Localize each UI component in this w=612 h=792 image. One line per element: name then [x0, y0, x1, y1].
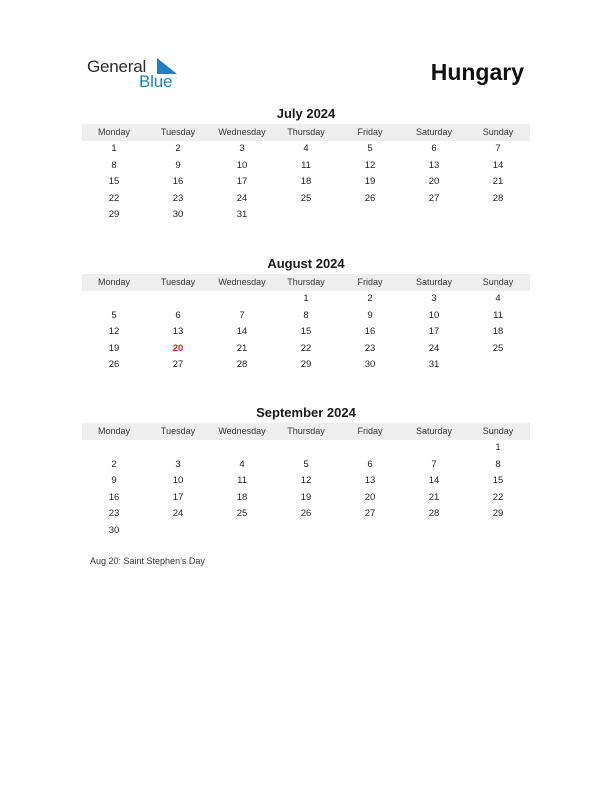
day-cell: 11 — [301, 159, 311, 171]
day-cell — [466, 207, 530, 224]
day-cell — [210, 440, 274, 457]
day-cell — [274, 440, 338, 457]
day-cell — [146, 291, 210, 308]
day-cell: 2 — [367, 293, 373, 304]
day-cell: 4 — [495, 293, 501, 304]
day-cell: 7 — [495, 143, 501, 154]
country-title: Hungary — [430, 59, 524, 85]
day-cell — [402, 440, 466, 457]
day-cell: 2 — [175, 143, 181, 154]
day-cell: 28 — [492, 192, 504, 204]
day-cell: 19 — [108, 342, 120, 354]
day-cell: 16 — [172, 176, 184, 188]
weekday-header — [82, 274, 530, 291]
day-cell: 28 — [236, 359, 248, 371]
day-cell: 30 — [108, 524, 120, 536]
day-cell — [338, 207, 402, 224]
day-cell: 19 — [364, 176, 376, 188]
day-cell: 21 — [492, 176, 504, 188]
weekday-label: Tuesday — [160, 277, 196, 287]
week-row — [82, 324, 530, 341]
day-cell: 6 — [431, 143, 437, 154]
day-cell: 25 — [492, 342, 504, 354]
weekday-label: Saturday — [415, 277, 453, 287]
day-cell: 26 — [364, 192, 376, 204]
day-cell — [82, 440, 146, 457]
weekday-label: Friday — [357, 127, 383, 137]
day-cell — [146, 523, 210, 540]
day-cell: 23 — [108, 508, 120, 520]
day-cell: 14 — [428, 475, 440, 487]
day-cell — [402, 207, 466, 224]
day-cell: 29 — [300, 359, 312, 371]
weekday-label: Sunday — [482, 426, 514, 436]
week-row — [82, 291, 530, 308]
day-cell: 13 — [428, 159, 440, 171]
weekday-label: Wednesday — [218, 277, 266, 287]
day-cell — [338, 440, 402, 457]
day-cell: 17 — [428, 326, 440, 338]
holiday-note: Aug 20: Saint Stephen’s Day — [90, 556, 205, 566]
logo-word-general: General — [87, 57, 147, 76]
week-row — [82, 506, 530, 523]
day-cell: 23 — [364, 342, 376, 354]
day-cell: 16 — [364, 326, 376, 338]
day-cell: 11 — [237, 475, 247, 487]
day-cell: 17 — [236, 176, 248, 188]
weekday-label: Thursday — [287, 426, 325, 436]
day-cell: 31 — [428, 359, 440, 371]
weekday-header — [82, 423, 530, 440]
weekday-label: Thursday — [287, 127, 325, 137]
day-cell: 22 — [108, 192, 120, 204]
weekday-label: Thursday — [287, 277, 325, 287]
week-row — [82, 440, 530, 457]
week-row — [82, 141, 530, 158]
day-cell: 14 — [236, 326, 248, 338]
weekday-label: Saturday — [415, 426, 453, 436]
day-cell: 11 — [493, 309, 503, 321]
day-cell: 7 — [239, 309, 245, 321]
day-cell: 3 — [175, 458, 181, 470]
day-cell — [466, 523, 530, 540]
weekday-label: Wednesday — [218, 426, 266, 436]
day-cell: 23 — [172, 192, 184, 204]
day-cell — [210, 291, 274, 308]
day-cell — [466, 357, 530, 374]
day-cell: 27 — [172, 359, 184, 371]
day-cell: 8 — [495, 458, 501, 470]
day-cell: 3 — [239, 143, 245, 154]
day-cell: 22 — [300, 342, 312, 354]
week-row — [82, 308, 530, 325]
week-row — [82, 158, 530, 175]
month-calendar — [82, 106, 530, 224]
day-cell: 21 — [236, 342, 248, 354]
week-row — [82, 473, 530, 490]
logo-word-blue: Blue — [139, 72, 173, 91]
month-calendar — [82, 405, 530, 540]
day-cell: 24 — [236, 192, 248, 204]
day-cell: 15 — [492, 475, 504, 487]
day-cell: 1 — [495, 442, 501, 453]
day-cell: 9 — [175, 159, 181, 171]
week-row — [82, 523, 530, 540]
day-cell: 16 — [108, 491, 120, 503]
day-cell: 8 — [303, 309, 309, 321]
day-cell: 18 — [236, 491, 248, 503]
day-cell: 12 — [300, 475, 312, 487]
month-calendar — [82, 256, 530, 374]
day-cell: 17 — [172, 491, 184, 503]
day-cell: 9 — [367, 309, 373, 321]
day-cell: 12 — [108, 326, 120, 338]
weekday-label: Monday — [97, 426, 131, 436]
weekday-label: Sunday — [482, 277, 514, 287]
week-row — [82, 457, 530, 474]
weekday-label: Tuesday — [160, 127, 196, 137]
day-cell: 21 — [428, 491, 440, 503]
holiday-day-cell: 20 — [172, 342, 184, 354]
week-row — [82, 357, 530, 374]
day-cell — [82, 291, 146, 308]
weekday-label: Wednesday — [218, 127, 266, 137]
day-cell: 20 — [428, 176, 440, 188]
weekday-label: Sunday — [482, 127, 514, 137]
week-row — [82, 207, 530, 224]
day-cell — [274, 207, 338, 224]
day-cell: 30 — [172, 209, 184, 221]
day-cell: 25 — [300, 192, 312, 204]
week-row — [82, 490, 530, 507]
month-title: September 2024 — [256, 405, 356, 420]
day-cell: 22 — [492, 491, 504, 503]
day-cell: 15 — [300, 326, 312, 338]
day-cell — [274, 523, 338, 540]
day-cell: 13 — [364, 475, 376, 487]
day-cell: 24 — [172, 508, 184, 520]
day-cell: 25 — [236, 508, 248, 520]
day-cell: 26 — [300, 508, 312, 520]
day-cell: 30 — [364, 359, 376, 371]
day-cell: 5 — [303, 458, 309, 470]
day-cell: 1 — [303, 293, 309, 304]
day-cell: 24 — [428, 342, 440, 354]
day-cell: 31 — [236, 209, 248, 221]
day-cell: 4 — [303, 143, 309, 154]
day-cell: 9 — [111, 475, 117, 487]
weekday-label: Tuesday — [160, 426, 196, 436]
month-title: July 2024 — [276, 106, 336, 121]
day-cell: 5 — [111, 309, 117, 321]
day-cell: 18 — [300, 176, 312, 188]
day-cell: 18 — [492, 326, 504, 338]
day-cell: 4 — [239, 458, 245, 470]
day-cell: 28 — [428, 508, 440, 520]
weekday-label: Friday — [357, 277, 383, 287]
day-cell: 26 — [108, 359, 120, 371]
week-row — [82, 341, 530, 358]
day-cell: 13 — [172, 326, 184, 338]
day-cell: 8 — [111, 159, 117, 171]
day-cell — [210, 523, 274, 540]
day-cell: 6 — [367, 458, 373, 470]
day-cell: 10 — [172, 475, 184, 487]
day-cell — [146, 440, 210, 457]
week-row — [82, 174, 530, 191]
weekday-label: Monday — [97, 277, 131, 287]
day-cell: 1 — [111, 143, 117, 154]
day-cell: 27 — [364, 508, 376, 520]
weekday-label: Saturday — [415, 127, 453, 137]
day-cell — [338, 523, 402, 540]
week-row — [82, 191, 530, 208]
day-cell: 10 — [236, 159, 248, 171]
day-cell — [402, 523, 466, 540]
day-cell: 3 — [431, 293, 437, 304]
weekday-label: Friday — [357, 426, 383, 436]
day-cell: 20 — [364, 491, 376, 503]
day-cell: 14 — [492, 159, 504, 171]
generalblue-logo — [87, 56, 187, 92]
weekday-header — [82, 124, 530, 141]
day-cell: 5 — [367, 143, 373, 154]
weekday-label: Monday — [97, 127, 131, 137]
day-cell: 27 — [428, 192, 440, 204]
day-cell: 15 — [108, 176, 120, 188]
day-cell: 2 — [111, 458, 117, 470]
day-cell: 29 — [492, 508, 504, 520]
day-cell: 7 — [431, 458, 437, 470]
day-cell: 10 — [428, 309, 440, 321]
day-cell: 6 — [175, 309, 181, 321]
month-title: August 2024 — [267, 256, 345, 271]
day-cell: 29 — [108, 209, 120, 221]
day-cell: 19 — [300, 491, 312, 503]
day-cell: 12 — [364, 159, 376, 171]
